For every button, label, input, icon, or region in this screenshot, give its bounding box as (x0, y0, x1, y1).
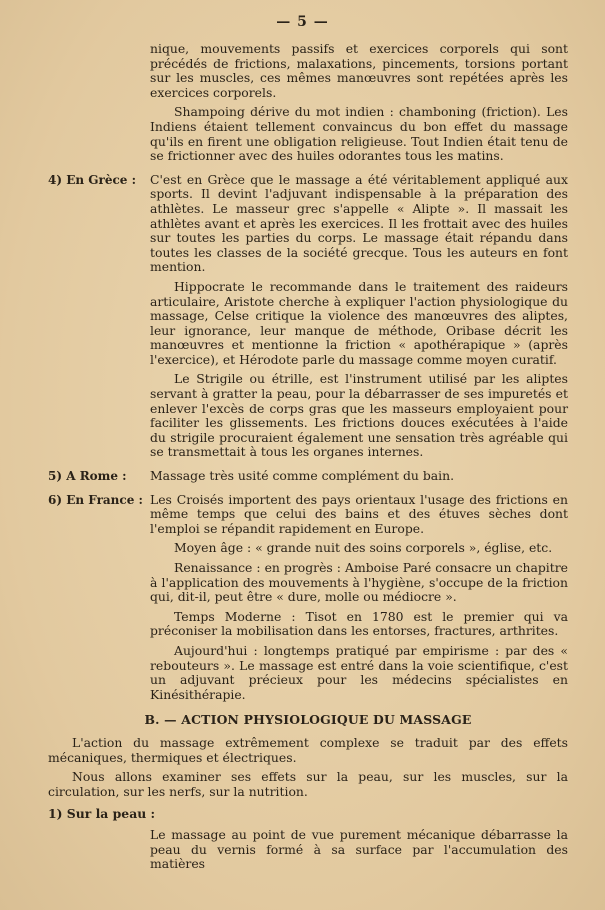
section-b-title: B. — ACTION PHYSIOLOGIQUE DU MASSAGE (144, 712, 472, 728)
intro-paragraph-1: nique, mouvements passifs et exercices corporels qui sont précédés de frictions, malaxations, pincements, torsions portant sur les muscles, ces mêmes manœuvres sont repétées après les exercices corporels. (150, 41, 568, 100)
greece-paragraph-1: C'est en Grèce que le massage a été véritablement appliqué aux sports. Il devint l'adjuvant indispensable à la préparation des athlètes. Le masseur grec s'appelle « Alipte ». Il massait les athlètes avant et après les exercices. Il les frottait avec des huiles sur toutes les parties du corps. Le massage était répandu dans toutes les classes de la société grecque. Tous les auteurs en font mention. (150, 171, 568, 275)
section-b-paragraph-2: Nous allons examiner ses effets sur la peau, sur les muscles, sur la circulation, sur les nerfs, sur la nutrition. (48, 769, 568, 799)
france-paragraph-5: Aujourd'hui : longtemps pratiqué par empirisme : par des « rebouteurs ». Le massage est entré dans la voie scientifique, c'est un adjuvant précieux pour les médecins spécialistes en Kinésithérapie. (150, 642, 568, 702)
greece-label: 4) En Grèce : (48, 172, 137, 187)
france-paragraph-1: Les Croisés importent des pays orientaux l'usage des frictions en même temps que celui des bains et des étuves sèches dont l'emploi se répandit rapidement en Europe. (150, 491, 568, 536)
france-paragraph-4: Temps Moderne : Tisot en 1780 est le premier qui va préconiser la mobilisation dans les entorses, fractures, arthrites. (150, 608, 568, 639)
section-france (48, 493, 568, 708)
peau-paragraph: Le massage au point de vue purement mécanique débarrasse la peau du vernis formé à sa surface par l'accumulation des matières (150, 826, 568, 872)
page-content (48, 42, 568, 877)
france-paragraph-2: Moyen âge : « grande nuit des soins corporels », église, etc. (174, 540, 553, 556)
greece-paragraph-3: Le Strigile ou étrille, est l'instrument utilisé par les aliptes servant à gratter la peau, pour la débarrasser de ses impuretés et enlever l'excès de corps gras que les masseurs employaient pour faciliter les glissements. Les frictions douces exécutées à l'aide du strigile procuraient également une sensation très agréable qui se transmettait à tous les organes internes. (150, 371, 568, 460)
intro-block (150, 42, 568, 164)
section-greece (48, 173, 568, 465)
section-b-paragraph-1: L'action du massage extrêmement complexe se traduit par des effets mécaniques, thermiques et électriques. (48, 734, 568, 765)
rome-text: Massage très usité comme complément du bain. (150, 468, 455, 484)
section-rome (48, 469, 568, 489)
intro-paragraph-2: Shampoing dérive du mot indien : chamboning (friction). Les Indiens étaient tellement convaincus du bon effet du massage qu'ils en firent une obligation religieuse. Tout Indien était tenu de se frictionner avec des huiles odorantes tous les matins. (150, 104, 568, 164)
france-paragraph-3: Renaissance : en progrès : Amboise Paré consacre un chapitre à l'application des mouvements à l'hygiène, s'occupe de la friction qui, dit-il, peut être « dure, molle ou médiocre ». (150, 560, 568, 605)
greece-paragraph-2: Hippocrate le recommande dans le traitement des raideurs articulaire, Aristote cherche à expliquer l'action physiologique du massage, Celse critique la violence des manœuvres des aliptes, leur ignorance, leur manque de méthode, Oribase décrit les manœuvres et mentionne la friction « apothérapique » (après l'exercice), et Hérodote parle du massage comme moyen curatif. (150, 278, 568, 367)
page-number: — 5 — (276, 14, 329, 30)
france-label: 6) En France : (48, 492, 143, 507)
peau-heading: 1) Sur la peau : (48, 806, 156, 822)
rome-label: 5) A Rome : (48, 469, 127, 484)
